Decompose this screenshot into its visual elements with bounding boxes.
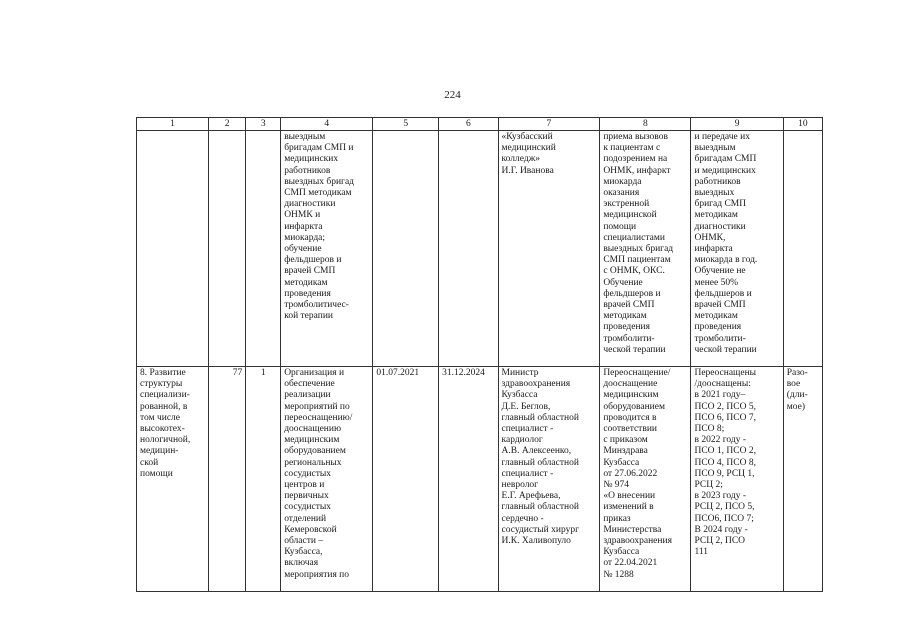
column-header-9: 9 <box>691 118 783 131</box>
cell-start-date <box>373 131 439 367</box>
plan-table <box>136 117 823 592</box>
cell-result: и передаче их выездным бригадам СМП и медицинских работников выездных бригад СМП методикам диагностики ОНМК, инфаркта миокарда в год. Обучение не менее 50% фельдшеров и врачей СМП методикам проведения тромболити- ческой терапии <box>691 131 783 367</box>
cell-responsible: Министр здравоохранения Кузбасса Д.Е. Беглов, главный областной специалист - кардиолог А.В. Алексеенко, главный областной специалист - невролог Е.Г. Арефьева, главный областной сердечно - сосудистый хирург И.К. Халивопуло <box>498 367 600 592</box>
header-row <box>137 118 823 131</box>
cell-result: Переоснащены /дооснащены: в 2021 году– ПСО 2, ПСО 5, ПСО 6, ПСО 7, ПСО 8; в 2022 году - ПСО 1, ПСО 2, ПСО 4, ПСО 8, ПСО 9, РСЦ 1, РСЦ 2; в 2023 году - РСЦ 2, ПСО 5, ПСО6, ПСО 7; В 2024 году - РСЦ 2, ПСО 111 <box>691 367 783 592</box>
cell-activity: Организация и обеспечение реализации мероприятий по переоснащению/ дооснащению медицинским оборудованием региональных сосудистых центров и первичных сосудистых отделений Кемеровской области – Кузбасса, включая мероприятия по <box>281 367 373 592</box>
column-header-6: 6 <box>439 118 498 131</box>
cell-end-date <box>439 131 498 367</box>
table-row <box>137 131 823 367</box>
column-header-1: 1 <box>137 118 209 131</box>
cell-code: 77 <box>209 367 246 592</box>
column-header-4: 4 <box>281 118 373 131</box>
cell-number: 1 <box>246 367 281 592</box>
cell-description: приема вызовов к пациентам с подозрением на ОНМК, инфаркт миокарда оказания экстренной медицинской помощи специалистами выездных бригад СМП пациентам с ОНМК, ОКС. Обучение фельдшеров и врачей СМП методикам проведения тромболити- ческой терапии <box>600 131 691 367</box>
cell-end-date: 31.12.2024 <box>439 367 498 592</box>
column-header-10: 10 <box>783 118 822 131</box>
page-number: 224 <box>444 89 461 101</box>
cell-section <box>137 131 209 367</box>
column-header-7: 7 <box>498 118 600 131</box>
column-header-5: 5 <box>373 118 439 131</box>
cell-start-date: 01.07.2021 <box>373 367 439 592</box>
cell-section: 8. Развитие структуры специализи- рованной, в том числе высокотех- нологичной, медицин- ской помощи <box>137 367 209 592</box>
cell-number <box>246 131 281 367</box>
cell-description: Переоснащение/ дооснащение медицинским оборудованием проводится в соответствии с приказом Минздрава Кузбасса от 27.06.2022 № 974 «О внесении изменений в приказ Министерства здравоохранения Кузбасса от 22.04.2021 № 1288 <box>600 367 691 592</box>
table-row <box>137 367 823 592</box>
cell-activity: выездным бригадам СМП и медицинских работников выездных бригад СМП методикам диагностики ОНМК и инфаркта миокарда; обучение фельдшеров и врачей СМП методикам проведения тромболитичес- кой терапии <box>281 131 373 367</box>
column-header-3: 3 <box>246 118 281 131</box>
cell-responsible: «Кузбасский медицинский колледж» И.Г. Иванова <box>498 131 600 367</box>
cell-frequency: Разо- вое (дли- мое) <box>783 367 822 592</box>
column-header-2: 2 <box>209 118 246 131</box>
column-header-8: 8 <box>600 118 691 131</box>
cell-frequency <box>783 131 822 367</box>
cell-code <box>209 131 246 367</box>
